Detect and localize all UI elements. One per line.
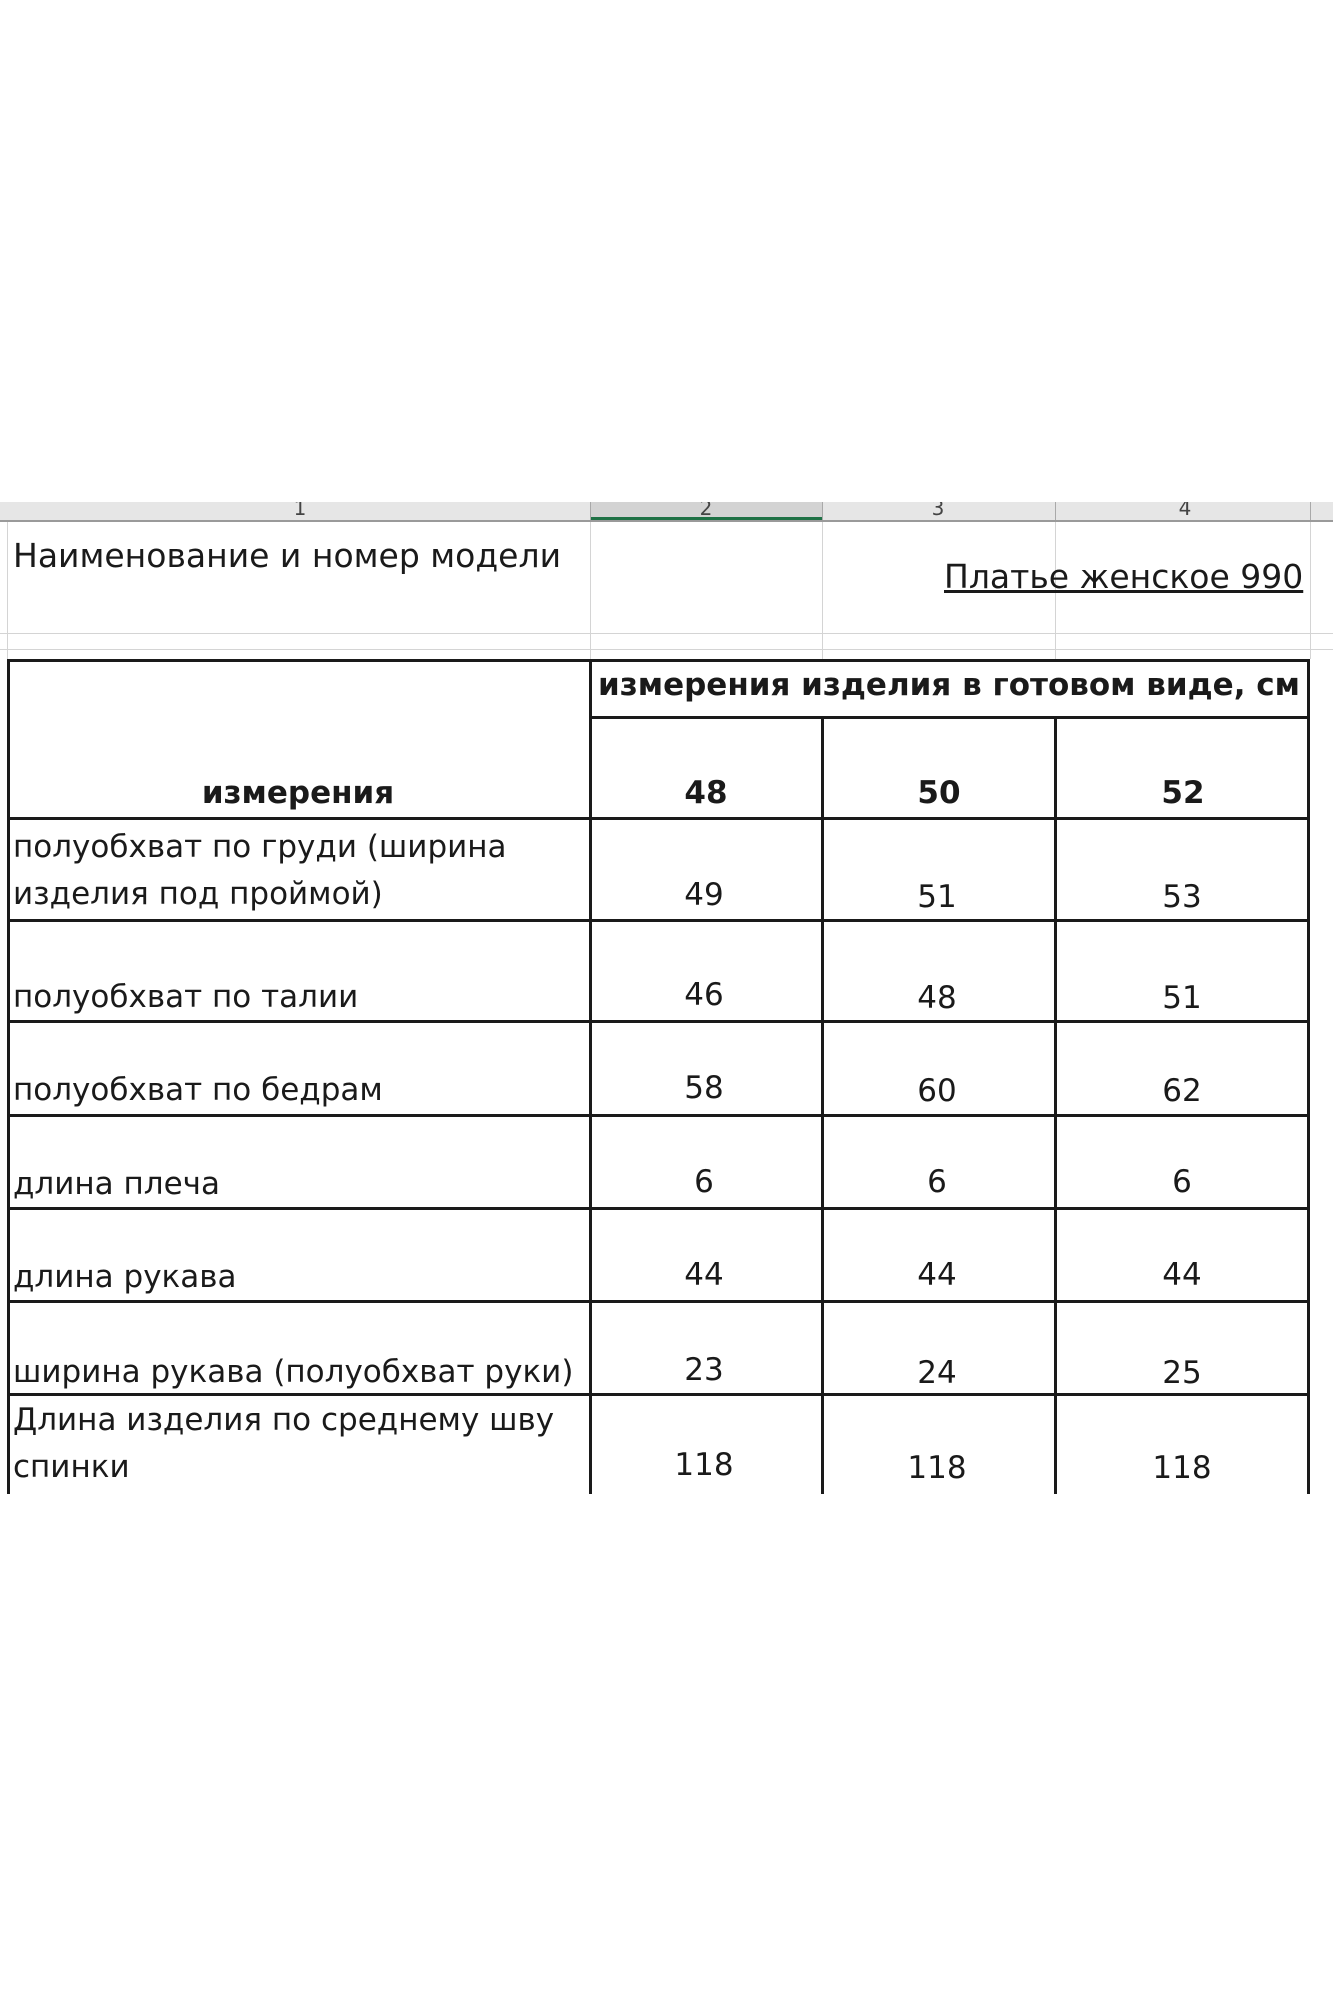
measurements-table xyxy=(7,659,1310,1494)
column-header-strip xyxy=(0,502,1333,522)
column-number[interactable]: 1 xyxy=(293,502,307,520)
measure-name: полуобхват по груди (ширина изделия под проймой) xyxy=(13,829,507,912)
measure-value[interactable]: 60 xyxy=(917,1073,957,1109)
size-header: 52 xyxy=(1161,775,1205,811)
measure-name: длина рукава xyxy=(13,1259,237,1295)
size-header: 48 xyxy=(684,775,728,811)
measure-value[interactable]: 6 xyxy=(1172,1164,1192,1200)
measure-value[interactable]: 51 xyxy=(1162,980,1202,1016)
model-label: Наименование и номер модели xyxy=(13,536,562,575)
measure-value[interactable]: 62 xyxy=(1162,1073,1202,1109)
measure-value[interactable]: 48 xyxy=(917,980,957,1016)
measure-value[interactable]: 118 xyxy=(907,1450,967,1486)
measure-value[interactable]: 6 xyxy=(694,1164,714,1200)
measure-value[interactable]: 118 xyxy=(1152,1450,1212,1486)
measure-value[interactable]: 53 xyxy=(1162,879,1202,915)
measure-name: полуобхват по бедрам xyxy=(13,1072,383,1108)
measure-value[interactable]: 118 xyxy=(674,1447,734,1483)
measure-value[interactable]: 6 xyxy=(927,1164,947,1200)
measure-value[interactable]: 51 xyxy=(917,879,957,915)
column-number[interactable]: 3 xyxy=(931,502,945,520)
column-number[interactable]: 2 xyxy=(699,502,713,520)
measure-name: Длина изделия по среднему шву спинки xyxy=(13,1402,555,1485)
measure-header: измерения xyxy=(201,775,395,811)
measure-value[interactable]: 25 xyxy=(1162,1355,1202,1391)
measure-value[interactable]: 49 xyxy=(684,877,724,913)
measure-name: ширина рукава (полуобхват руки) xyxy=(13,1354,574,1390)
measure-value[interactable]: 44 xyxy=(684,1257,724,1293)
measure-value[interactable]: 23 xyxy=(684,1352,724,1388)
measure-value[interactable]: 44 xyxy=(1162,1257,1202,1293)
measure-name: полуобхват по талии xyxy=(13,979,359,1015)
measure-value[interactable]: 24 xyxy=(917,1355,957,1391)
size-header: 50 xyxy=(917,775,961,811)
measure-name: длина плеча xyxy=(13,1166,220,1202)
group-header: измерения изделия в готовом виде, см xyxy=(598,667,1300,703)
measure-value[interactable]: 58 xyxy=(684,1070,724,1106)
model-name[interactable]: Платье женское 990 xyxy=(944,557,1304,596)
measure-value[interactable]: 44 xyxy=(917,1257,957,1293)
measure-value[interactable]: 46 xyxy=(684,977,724,1013)
column-number[interactable]: 4 xyxy=(1178,502,1192,520)
spreadsheet xyxy=(0,502,1333,1494)
